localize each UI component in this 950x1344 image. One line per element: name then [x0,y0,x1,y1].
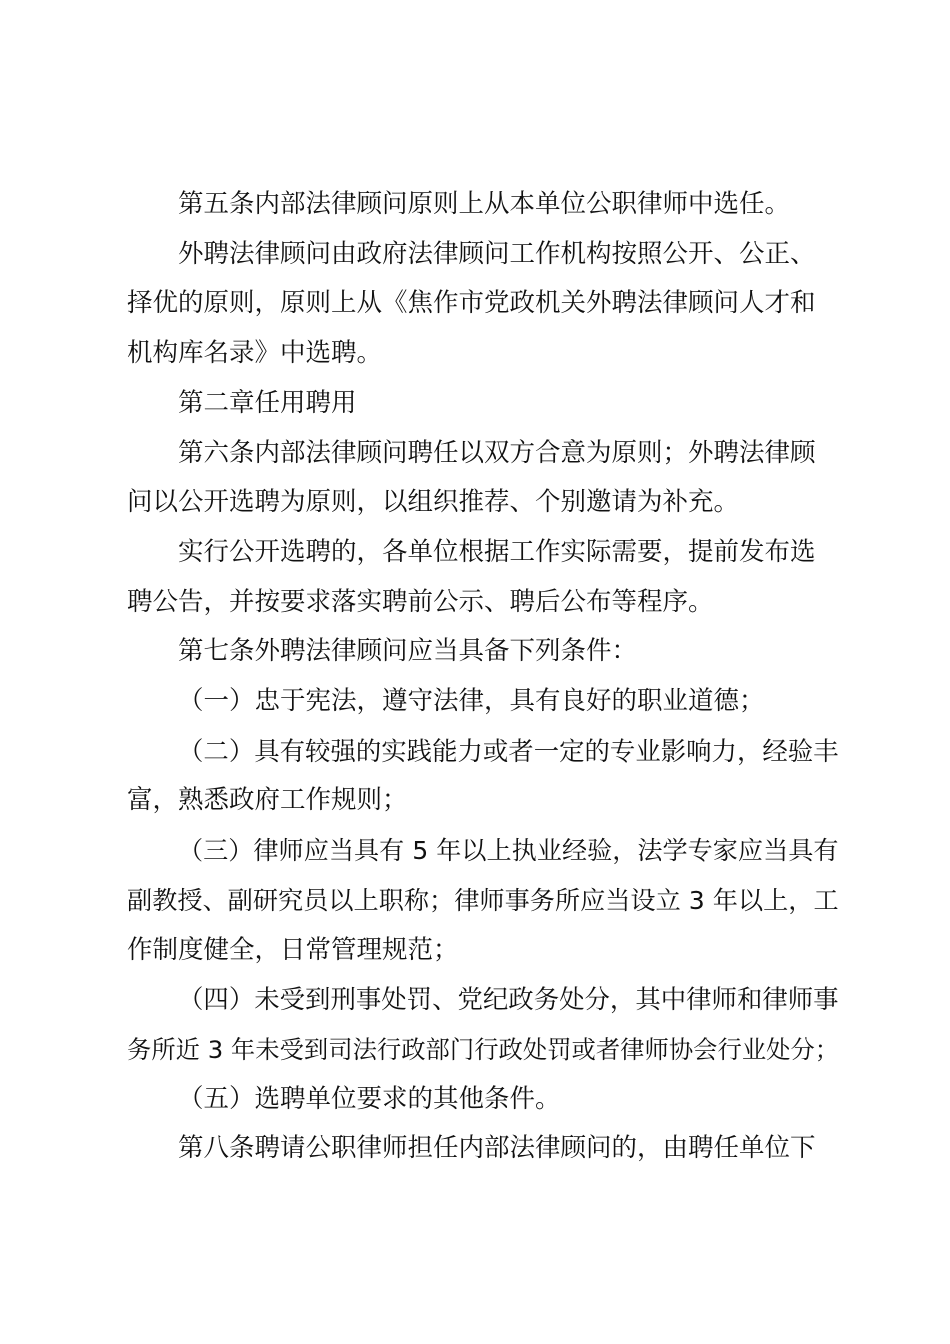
text-line: 择优的原则，原则上从《焦作市党政机关外聘法律顾问人才和 [127,288,816,319]
text-line: 实行公开选聘的，各单位根据工作实际需要，提前发布选 [178,536,816,567]
text-line: 第五条内部法律顾问原则上从本单位公职律师中选任。 [178,189,791,219]
text-line: 外聘法律顾问由政府法律顾问工作机构按照公开、公正、 [178,238,816,269]
condition-item-2 [127,727,839,826]
paragraph-article-5 [127,180,839,230]
text-line: 聘公告，并按要求落实聘前公示、聘后公布等程序。 [127,586,714,617]
condition-item-3 [127,826,839,975]
text-line: 第二章任用聘用 [178,387,357,418]
text-line: （一）忠于宪法，遵守法律，具有良好的职业道德； [178,686,765,717]
text-line: （三）律师应当具有 5 年以上执业经验，法学专家应当具有 [178,836,839,866]
paragraph-article-6 [127,429,839,528]
document-body [127,180,839,1174]
text-line: 副教授、副研究员以上职称；律师事务所应当设立 3 年以上，工 [127,885,839,915]
paragraph-article-7 [127,627,839,677]
text-line: 第六条内部法律顾问聘任以双方合意为原则；外聘法律顾 [178,437,816,468]
condition-item-4 [127,975,839,1074]
text-line: 作制度健全，日常管理规范； [127,934,459,965]
text-line: （二）具有较强的实践能力或者一定的专业影响力，经验丰 [178,735,839,766]
text-line: 机构库名录》中选聘。 [127,338,383,369]
text-line: 第七条外聘法律顾问应当具备下列条件： [178,636,638,667]
text-line: 富，熟悉政府工作规则； [127,785,408,816]
chapter-heading [127,379,839,429]
condition-item-5 [127,1075,839,1125]
text-line: （五）选聘单位要求的其他条件。 [178,1083,561,1114]
text-line: 务所近 3 年未受到司法行政部门行政处罚或者律师协会行业处分； [127,1034,840,1064]
paragraph-external-counsel [127,230,839,379]
condition-item-1 [127,677,839,727]
paragraph-article-8 [127,1124,839,1174]
paragraph-open-selection [127,528,839,627]
text-line: 问以公开选聘为原则，以组织推荐、个别邀请为补充。 [127,487,740,518]
text-line: （四）未受到刑事处罚、党纪政务处分，其中律师和律师事 [178,984,839,1015]
text-line: 第八条聘请公职律师担任内部法律顾问的，由聘任单位下 [178,1133,816,1164]
